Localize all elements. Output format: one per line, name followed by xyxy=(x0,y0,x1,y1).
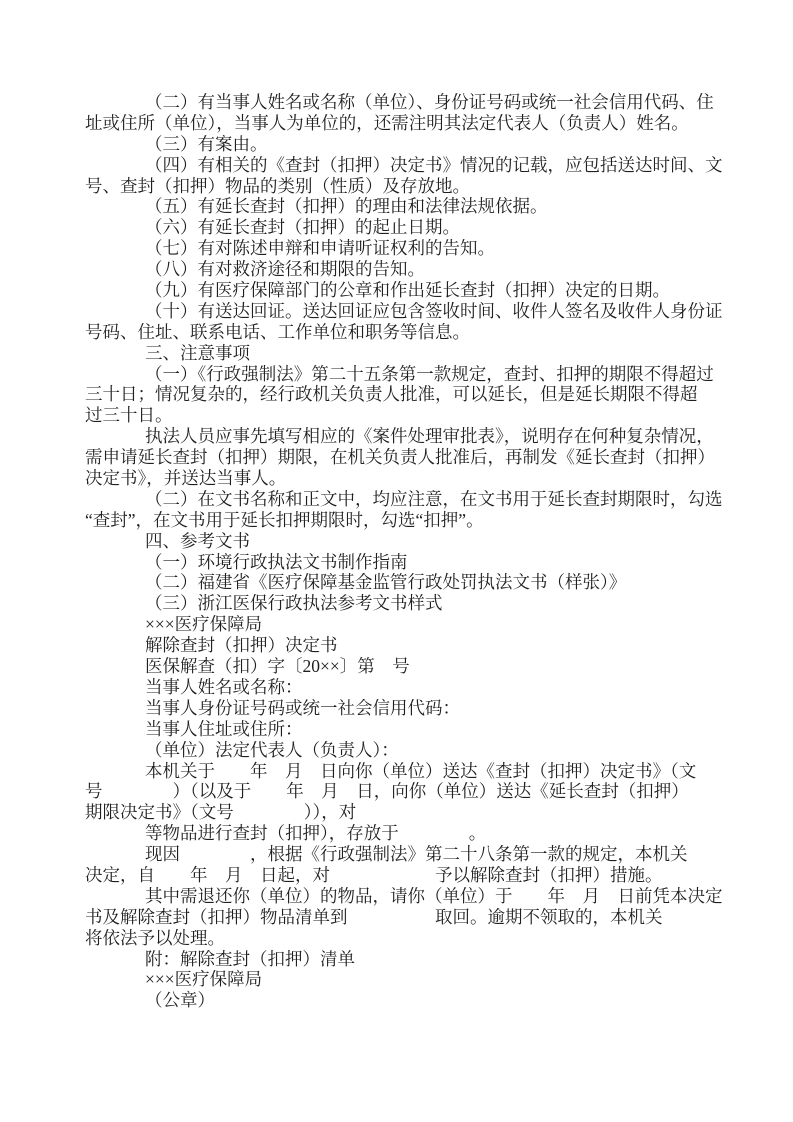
text-line: 期限决定书》（文号 ）），对 xyxy=(85,802,357,823)
text-line: 医保解查（扣）字〔20××〕第 号 xyxy=(145,656,410,677)
text-line: （一）环境行政执法文书制作指南 xyxy=(145,551,408,572)
text-line: （九）有医疗保障部门的公章和作出延长查封（扣押）决定的日期。 xyxy=(145,280,670,301)
text-line: 其中需退还你（单位）的物品，请你（单位）于 年 月 日前凭本决定 xyxy=(145,885,723,906)
document-body xyxy=(85,92,723,1011)
text-line: 址或住所（单位），当事人为单位的，还需注明其法定代表人（负责人）姓名。 xyxy=(85,112,689,133)
text-line: （三）浙江医保行政执法参考文书样式 xyxy=(145,593,443,614)
text-line: （三）有案由。 xyxy=(145,133,268,154)
text-line: （二）在文书名称和正文中，均应注意，在文书用于延长查封期限时，勾选 xyxy=(145,488,723,509)
text-line: （一）《行政强制法》第二十五条第一款规定，查封、扣押的期限不得超过 xyxy=(145,363,714,384)
text-line: 当事人姓名或名称： xyxy=(145,676,303,697)
text-line: 将依法予以处理。 xyxy=(85,927,225,948)
text-line: 需申请延长查封（扣押）期限，在机关负责人批准后，再制发《延长查封（扣押） xyxy=(85,447,715,468)
text-line: （单位）法定代表人（负责人）： xyxy=(145,739,399,760)
text-line: “查封”，在文书用于延长扣押期限时，勾选“扣押”。 xyxy=(85,509,484,530)
text-line: 决定，自 年 月 日起，对 予以解除查封（扣押）措施。 xyxy=(85,864,663,885)
text-line: 决定书》，并送达当事人。 xyxy=(85,468,287,489)
text-line: 当事人住址或住所： xyxy=(145,718,303,739)
text-line: （十）有送达回证。送达回证应包含签收时间、收件人签名及收件人身份证 xyxy=(145,300,723,321)
text-line: ×××医疗保障局 xyxy=(145,969,263,990)
text-line: 现因 ，根据《行政强制法》第二十八条第一款的规定，本机关 xyxy=(145,844,688,865)
text-line: （六）有延长查封（扣押）的起止日期。 xyxy=(145,217,460,238)
text-line: 等物品进行查封（扣押），存放于 。 xyxy=(145,823,487,844)
text-line: （五）有延长查封（扣押）的理由和法律法规依据。 xyxy=(145,196,548,217)
text-line: 书及解除查封（扣押）物品清单到 取回。逾期不领取的，本机关 xyxy=(85,906,663,927)
text-line: （二）有当事人姓名或名称（单位）、身份证号码或统一社会信用代码、住 xyxy=(145,92,714,112)
text-line: （七）有对陈述申辩和申请听证权利的告知。 xyxy=(145,238,495,259)
text-line: （八）有对救济途径和期限的告知。 xyxy=(145,259,425,280)
text-line: 本机关于 年 月 日向你（单位）送达《查封（扣押）决定书》（文 xyxy=(145,760,697,781)
text-line: 四、参考文书 xyxy=(145,530,250,551)
text-line: 执法人员应事先填写相应的《案件处理审批表》，说明存在何种复杂情况， xyxy=(145,426,714,447)
text-line: 三十日；情况复杂的，经行政机关负责人批准，可以延长，但是延长期限不得超 xyxy=(85,384,698,405)
text-line: 解除查封（扣押）决定书 xyxy=(145,635,338,656)
text-line: 号 ）（以及于 年 月 日，向你（单位）送达《延长查封（扣押） xyxy=(85,781,689,802)
text-line: ×××医疗保障局 xyxy=(145,614,263,635)
text-line: （四）有相关的《查封（扣押）决定书》情况的记载，应包括送达时间、文 xyxy=(145,154,723,175)
text-line: 号码、住址、联系电话、工作单位和职务等信息。 xyxy=(85,321,470,342)
text-line: 过三十日。 xyxy=(85,405,173,426)
text-line: 号、查封（扣押）物品的类别（性质）及存放地。 xyxy=(85,175,470,196)
text-line: （二）福建省《医疗保障基金监管行政处罚执法文书（样张）》 xyxy=(145,572,627,593)
text-line: 当事人身份证号码或统一社会信用代码： xyxy=(145,697,460,718)
text-line: 附：解除查封（扣押）清单 xyxy=(145,948,355,969)
text-line: （公章） xyxy=(145,990,215,1011)
text-line: 三、注意事项 xyxy=(145,342,250,363)
